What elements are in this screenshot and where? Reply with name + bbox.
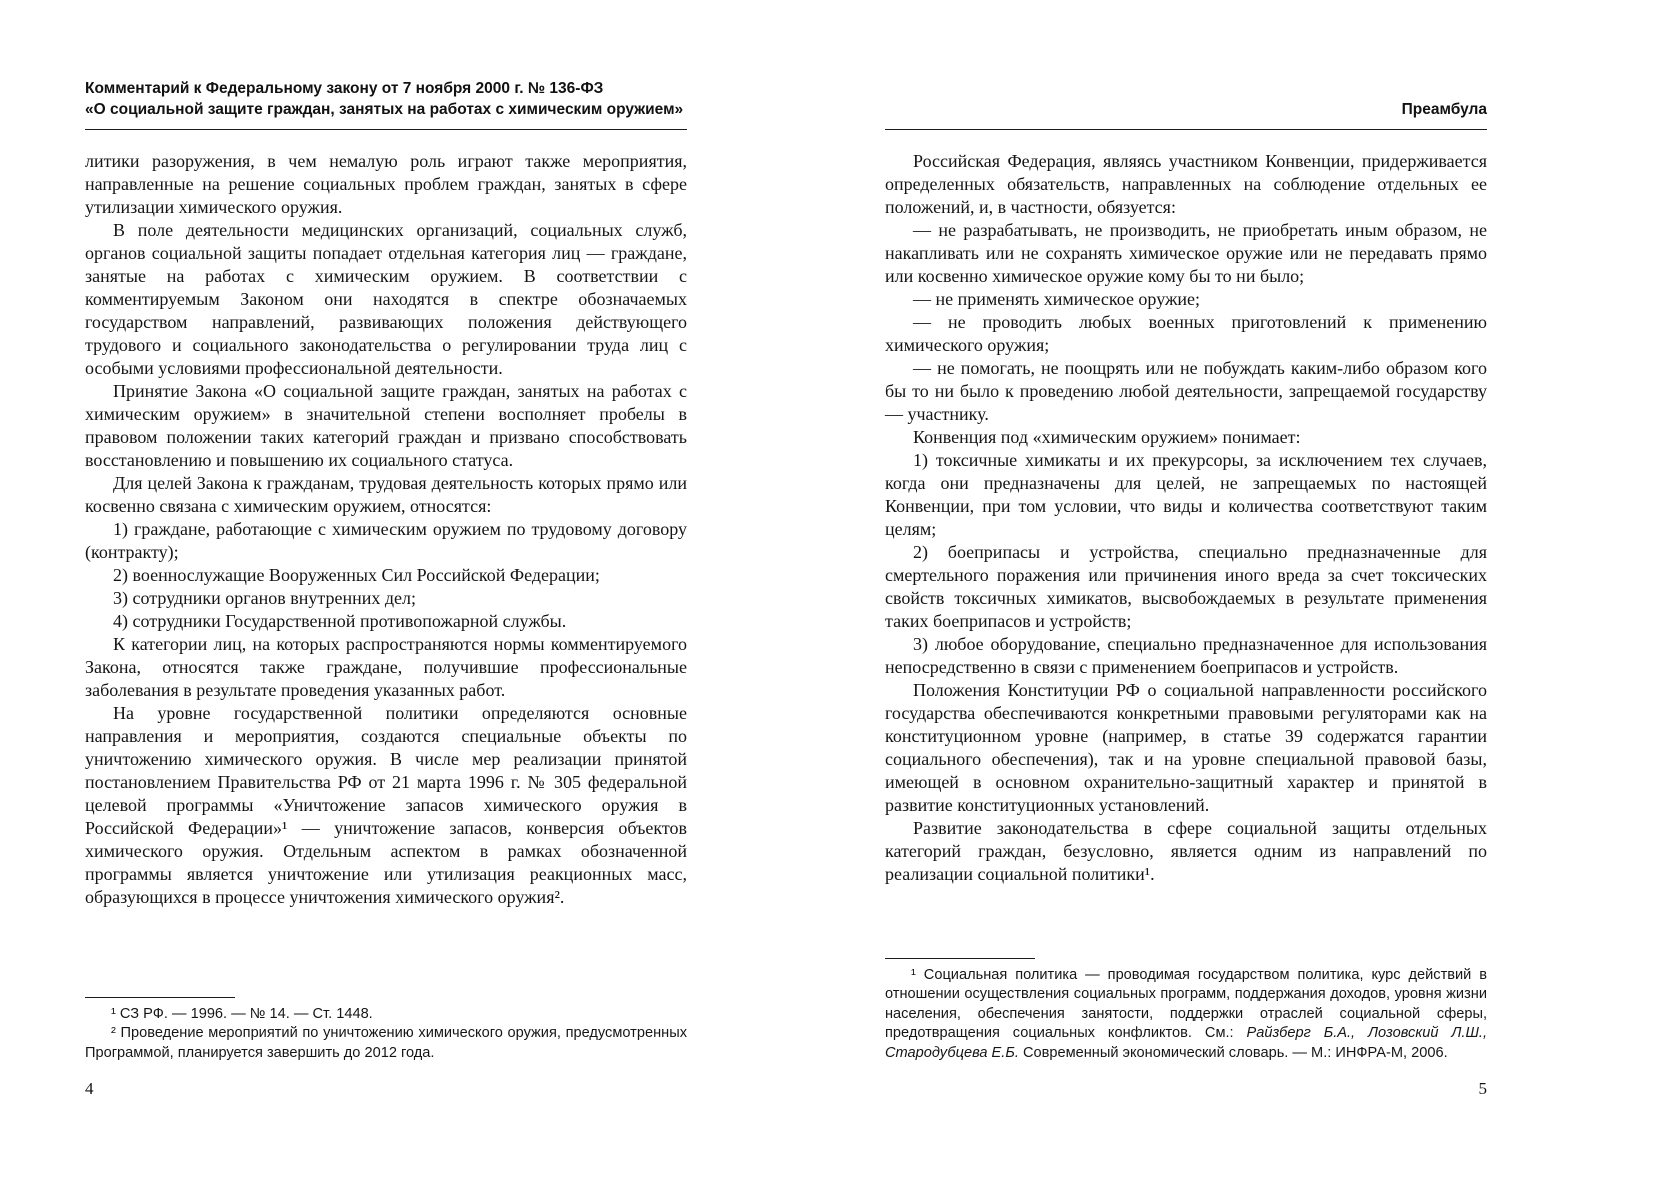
running-head-line-2: «О социальной защите граждан, занятых на работах с химическим оружием» — [85, 101, 684, 118]
header-rule — [85, 129, 687, 130]
paragraph: — не разрабатывать, не производить, не приобретать иным образом, не накапливать или не сохранять химическое оружие или не передавать прямо или косвенно химическое оружие кому бы то ни было; — [885, 220, 1487, 286]
list-item-paragraph: 3) сотрудники органов внутренних дел; — [113, 588, 417, 608]
page-body — [885, 150, 1487, 886]
header-rule — [885, 129, 1487, 130]
list-item-paragraph: 2) боеприпасы и устройства, специально предназначенные для смертельного поражения или причинения иного вреда за счет токсических свойств токсичных химикатов, высвобождаемых в результате применения таких боеприпасов и устройств; — [885, 542, 1487, 631]
list-item-paragraph: 1) граждане, работающие с химическим оружием по трудовому договору (контракту); — [85, 519, 687, 562]
footnote-authors: Райзберг Б.А., Лозовский Л.Ш., Стародубцева Е.Б. — [885, 1025, 1487, 1061]
running-head-left — [85, 70, 687, 120]
running-head-right — [885, 70, 1487, 120]
page-number-right: 5 — [1478, 1079, 1487, 1098]
paragraph: Принятие Закона «О социальной защите граждан, занятых на работах с химическим оружием» в значительной степени восполняет пробелы в правовом положении таких категорий граждан и призвано способствовать восстановлению и повышению их социального статуса. — [85, 381, 687, 470]
footnote: ² Проведение мероприятий по уничтожению химического оружия, предусмотренных Программой, планируется завершить до 2012 года. — [85, 1025, 687, 1061]
footnote-rule — [85, 997, 235, 998]
footnote-text: ¹ Социальная политика — проводимая государством политика, курс действий в отношении осуществления социальных программ, поддержания доходов, уровня жизни населения, обеспечения занятости, поддержки отраслей социальной сферы, предотвращения социальных конфликтов. См.: — [885, 966, 1487, 1041]
running-head-line-1: Комментарий к Федеральному закону от 7 ноября 2000 г. № 136-ФЗ — [85, 80, 604, 97]
footnote-rule — [885, 958, 1035, 959]
list-item-paragraph: 4) сотрудники Государственной противопожарной службы. — [113, 611, 567, 631]
footnote-block — [885, 946, 1487, 1064]
paragraph: Для целей Закона к гражданам, трудовая деятельность которых прямо или косвенно связана с химическим оружием, относятся: — [85, 473, 687, 516]
list-item-paragraph: 2) военнослужащие Вооруженных Сил Российской Федерации; — [113, 565, 600, 585]
paragraph: Положения Конституции РФ о социальной направленности российского государства обеспечиваются конкретными правовыми регуляторами как на конституционном уровне (например, в статье 39 содержатся гарантии социального обеспечения), так и на уровне специальной правовой базы, имеющей в основном охранительно-защитный характер и принятой в развитие конституционных установлений. — [885, 680, 1487, 815]
paragraph: — не помогать, не поощрять или не побуждать каким-либо образом кого бы то ни было к проведению любой деятельности, запрещаемой государству — участнику. — [885, 358, 1487, 424]
paragraph: Российская Федерация, являясь участником Конвенции, придерживается определенных обязательств, направленных на соблюдение отдельных ее положений, и, в частности, обязуется: — [885, 151, 1487, 217]
paragraph: — не проводить любых военных приготовлений к применению химического оружия; — [885, 312, 1487, 355]
paragraph: литики разоружения, в чем немалую роль играют также мероприятия, направленные на решение социальных проблем граждан, занятых в сфере утилизации химического оружия. — [85, 151, 687, 217]
right-page — [885, 70, 1487, 1099]
paragraph: В поле деятельности медицинских организаций, социальных служб, органов социальной защиты попадает отдельная категория лиц — граждане, занятые на работах с химическим оружием. В соответствии с комментируемым Законом они находятся в спектре обозначаемых государством направлений, развивающих положения действующего трудового и социального законодательства о регулировании труда лиц с особыми условиями профессиональной деятельности. — [85, 220, 687, 378]
list-item-paragraph: 1) токсичные химикаты и их прекурсоры, за исключением тех случаев, когда они предназначены для целей, не запрещаемых по настоящей Конвенции, при том условии, что виды и количества соответствуют таким целям; — [885, 450, 1487, 539]
page-number-left: 4 — [85, 1079, 94, 1098]
paragraph: На уровне государственной политики определяются основные направления и мероприятия, создаются специальные объекты по уничтожению химического оружия. В числе мер реализации принятой постановлением Правительства РФ от 21 марта 1996 г. № 305 федеральной целевой программы «Уничтожение запасов химического оружия в Российской Федерации»¹ — уничтожение запасов, конверсия объектов химического оружия. Отдельным аспектом в рамках обозначенной программы является уничтожение или утилизация реакционных масс, образующихся в процессе уничтожения химического оружия². — [85, 703, 687, 907]
footnote — [885, 966, 1487, 1064]
running-head-line-1: Преамбула — [1401, 101, 1487, 118]
page-body — [85, 150, 687, 909]
paragraph: Конвенция под «химическим оружием» понимает: — [913, 427, 1301, 447]
paragraph: — не применять химическое оружие; — [913, 289, 1201, 309]
list-item-paragraph: 3) любое оборудование, специально предназначенное для использования непосредственно в связи с применением боеприпасов и устройств. — [885, 634, 1487, 677]
left-page — [85, 70, 687, 1099]
footnote-block — [85, 985, 687, 1064]
footnote-text: Современный экономический словарь. — М.: ИНФРА-М, 2006. — [1018, 1044, 1448, 1061]
paragraph: К категории лиц, на которых распространяются нормы комментируемого Закона, относятся также граждане, получившие профессиональные заболевания в результате проведения указанных работ. — [85, 634, 687, 700]
footnote: ¹ СЗ РФ. — 1996. — № 14. — Ст. 1448. — [111, 1005, 373, 1022]
paragraph: Развитие законодательства в сфере социальной защиты отдельных категорий граждан, безусловно, является одним из направлений по реализации социальной политики¹. — [885, 818, 1487, 884]
